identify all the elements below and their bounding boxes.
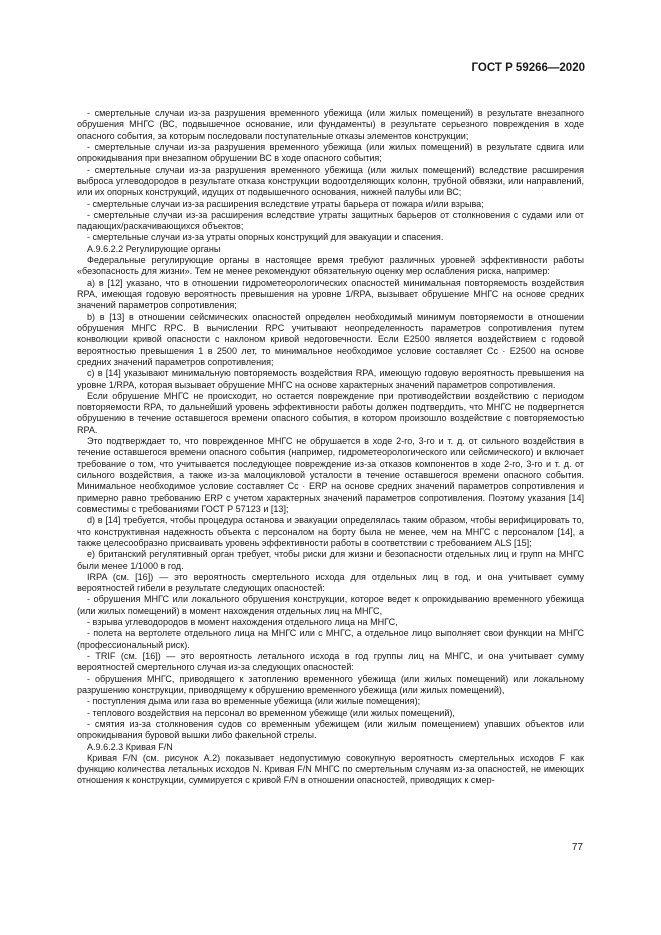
paragraph: - взрыва углеводородов в момент нахождения отдельного лица на МНГС, [87, 617, 398, 628]
paragraph: a) в [12] указано, что в отношении гидрометеорологических опасностей минимальная повторяемость воздействия RPA, имеющая годовую вероятность превышения на уровне 1/RPA, вызывает обрушение МНГС на основе средних значений параметров сопротивления; [77, 277, 584, 311]
paragraph: - смертельные случаи из-за разрушения временного убежища (или жилых помещений) в результате внезапного обрушения МНГС (ВС, подвышечное основание, или фундаменты) в результате серьезного повреждения в ходе опасного события, за которым последовали поступательные отказы элементов конструкции; [77, 108, 584, 141]
paragraph: - полета на вертолете отдельного лица на МНГС или с МНГС, а отдельное лицо выполняет свои функции на МНГС (профессиональный риск). [77, 628, 584, 650]
paragraph: - смертельные случаи из-за разрушения временного убежища (или жилых помещений) в результате сдвига или опрокидывания при внезапном обрушении ВС в ходе опасного события; [77, 141, 584, 164]
paragraph: Если обрушение МНГС не происходит, но остается повреждение при противодействии воздействию с периодом повторяемости RPA, то дальнейший уровень эффективности работы должен подтвердить, что МНГС не подвергнется обрушению в течение оставшегося времени опасного события, в котором произошло воздействие с повторяемостью RPA. [77, 390, 584, 435]
paragraph: - обрушения МНГС или локального обрушения конструкции, которое ведет к опрокидыванию временного убежища (или жилых помещений) в момент нахождения отдельных лиц на МНГС, [77, 594, 584, 616]
page-body [77, 108, 584, 787]
paragraph: - смертельные случаи из-за утраты опорных конструкций для эвакуации и спасения. [87, 232, 444, 243]
paragraph: - смертельные случаи из-за расширения вследствие утраты защитных барьеров от столкновения с судами или от падающих/раскачивающихся объектов; [77, 209, 584, 232]
paragraph: - смятия из-за столкновения судов со временным убежищем (или жилым помещением) упавших объектов или опрокидывания буровой вышки либо факельной стрелы. [77, 718, 584, 741]
paragraph: А.9.6.2.3 Кривая F/N [87, 741, 173, 752]
paragraph: Федеральные регулирующие органы в настоящее время требуют различных уровней эффективности работы «безопасность для жизни». Тем не менее рекомендуют обязательную оценку мер ослабления риска, например: [77, 255, 584, 277]
paragraph: e) британский регулятивный орган требует, чтобы риски для жизни и безопасности отдельных лиц и групп на МНГС были менее 1/1000 в год. [77, 549, 584, 571]
paragraph: c) в [14] указывают минимальную повторяемость воздействия RPA, имеющую годовую вероятность превышения на уровне 1/RPA, которая вызывает обрушение МНГС на основе характерных значений параметров сопротивления. [77, 368, 584, 390]
paragraph: b) в [13] в отношении сейсмических опасностей определен необходимый минимум повторяемости в отношении обрушения МНГС RPC. В вычислении RPC учитывают неопределенность параметров сопротивления путем конволюции кривой опасности с наклоном кривой недоговечности. Если E2500 является воздействием с годовой вероятностью превышения 1 в 2500 лет, то минимальное необходимое условие составляет Cc · E2500 на основе средних значений параметров сопротивления; [77, 311, 584, 367]
paragraph: А.9.6.2.2 Регулирующие органы [87, 243, 221, 254]
page-number: 77 [571, 842, 583, 853]
paragraph: - теплового воздействия на персонал во временном убежище (или жилых помещений), [87, 707, 455, 718]
paragraph: IRPA (см. [16]) — это вероятность смертельного исхода для отдельных лиц в год, и она учитывает сумму вероятностей гибели в результате следующих опасностей: [77, 571, 584, 594]
paragraph: d) в [14] требуется, чтобы процедура останова и эвакуации определялась таким образом, чтобы верифицировать то, что конструктивная надежность объекта с персоналом на борту была не менее, чем на МНГС с персоналом [14], а также целесообразно присваивать уровень эффективности работы в соответствии с требованием ALS [15]; [77, 515, 584, 548]
paragraph: Это подтверждает то, что поврежденное МНГС не обрушается в ходе 2-го, 3-го и т. д. от сильного воздействия в течение оставшегося времени опасного события (например, гидрометеорологического или сейсмического) и включает требование о том, что учитывается последующее повреждение из-за отказов компонентов в ходе 2-го, 3-го и т. д. от сильного воздействия, а также из-за малоцикловой усталости в течение оставшегося времени опасного события. Минимальное необходимое условие составляет Cc · ERP на основе средних значений параметров сопротивления и примерно равно требованию ERP с учетом характерных значений параметров сопротивления. Поэтому указания [14] совместимы с требованиями ГОСТ Р 57123 и [13]; [77, 436, 584, 514]
paragraph: - смертельные случаи из-за расширения вследствие утраты барьера от пожара и/или взрыва; [87, 198, 484, 209]
paragraph: - поступления дыма или газа во временные убежища (или жилые помещения); [87, 696, 421, 707]
paragraph: Кривая F/N (см. рисунок А.2) показывает недопустимую совокупную вероятность смертельных исходов F как функцию количества летальных исходов N. Кривая F/N МНГС по смертельным случаям из-за опасностей, не имеющих отношения к конструкции, суммируется с кривой F/N в отношении опасностей, приводящих к смер- [77, 752, 584, 786]
paragraph: - обрушения МНГС, приводящего к затоплению временного убежища (или жилых помещений) или локальному разрушению конструкции, приводящему к обрушению временного убежища (или жилых помещений), [77, 673, 584, 695]
paragraph: - смертельные случаи из-за разрушения временного убежища (или жилых помещений) вследствие расширения выброса углеводородов в результате отказа конструкции водоотделяющих колонн, трубной обвязки, или направлений, или их опорных конструкций, идущих от подвышечного основания, нижней палубы или ВС; [77, 164, 584, 198]
paragraph: - TRIF (см. [16]) — это вероятность летального исхода в год группы лиц на МНГС, и она учитывает сумму вероятностей смертельного случая из-за следующих опасностей: [77, 651, 584, 673]
standard-designation: ГОСТ Р 59266—2020 [471, 62, 585, 74]
